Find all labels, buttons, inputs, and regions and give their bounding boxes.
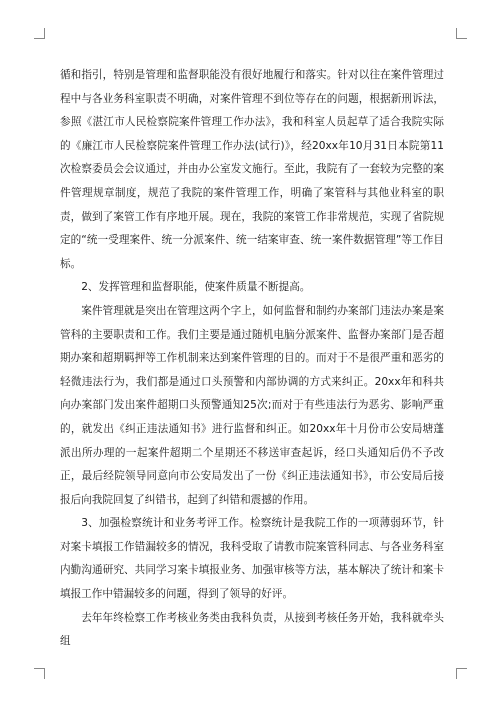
paragraph-case-management: 案件管理就是突出在管理这两个字上，如何监督和制约办案部门违法办案是案管科的主要职责和工作。我们主要是通过随机电脑分派案件、监督办案部门是否超期办案和超期羁押等工作机制来达到案件管理的目的。而对于不是很严重和恶劣的轻微违法行为，我们都是通过口头预警和内部协调的方式来纠正。20xx年和科共向办案部门发出案件超期口头预警通知25次;而对于有些违法行为恶劣、影响严重的，就发出《纠正违法通知书》进行监督和纠正。如20xx年十月份市公安局塘蓬派出所办理的一起案件超期二个星期还不移送审查起诉，经口头通知后仍不予改正，最后经院领导同意向市公安局发出了一份《纠正违法通知书》，市公安局后接报后向我院回复了纠错书，起到了纠错和震撼的作用。	[60, 304, 444, 506]
crop-mark-bottom-left	[34, 668, 45, 679]
paragraph-continued: 循和指引，特别是管理和监督职能没有很好地履行和落实。针对以往在案件管理过程中与各业务科室职责不明确，对案件管理不到位等存在的问题，根据新刑诉法，参照《湛江市人民检察院案件管理工作办法》，我和科室人员起草了适合我院实际的《廉江市人民检察院案件管理工作办法(试行)》，经20xx年10月31日本院第11次检察委员会会议通过，并由办公室发文施行。至此，我院有了一套较为完整的案件管理规章制度，规范了我院的案件管理工作，明确了案管科与其他业科室的职责，做到了案管工作有序地开展。现在，我院的案管工作非常规范，实现了省院规定的“统一受理案件、统一分派案件、统一结案审查、统一案件数据管理”等工作目标。	[60, 69, 444, 270]
section-heading-2: 2、发挥管理和监督职能，使案件质量不断提高。	[81, 281, 311, 294]
crop-mark-top-left	[34, 28, 45, 39]
document-body	[60, 64, 444, 654]
crop-mark-bottom-right	[456, 668, 467, 679]
section-heading-3: 3、加强检察统计和业务考评工作。检察统计是我院工作的一项薄弱环节，针对案卡填报工作错漏较多的情况，我科受取了请教市院案管科同志、与各业务科室内勤沟通研究、共同学习案卡填报业务、加强审核等方法，基本解决了统计和案卡填报工作中错漏较多的问题，得到了领导的好评。	[60, 517, 444, 601]
paragraph-year-end-assessment: 去年年终检察工作考核业务类由我科负责，从接到考核任务开始，我科就牵头组	[60, 611, 444, 648]
crop-mark-top-right	[456, 28, 467, 39]
